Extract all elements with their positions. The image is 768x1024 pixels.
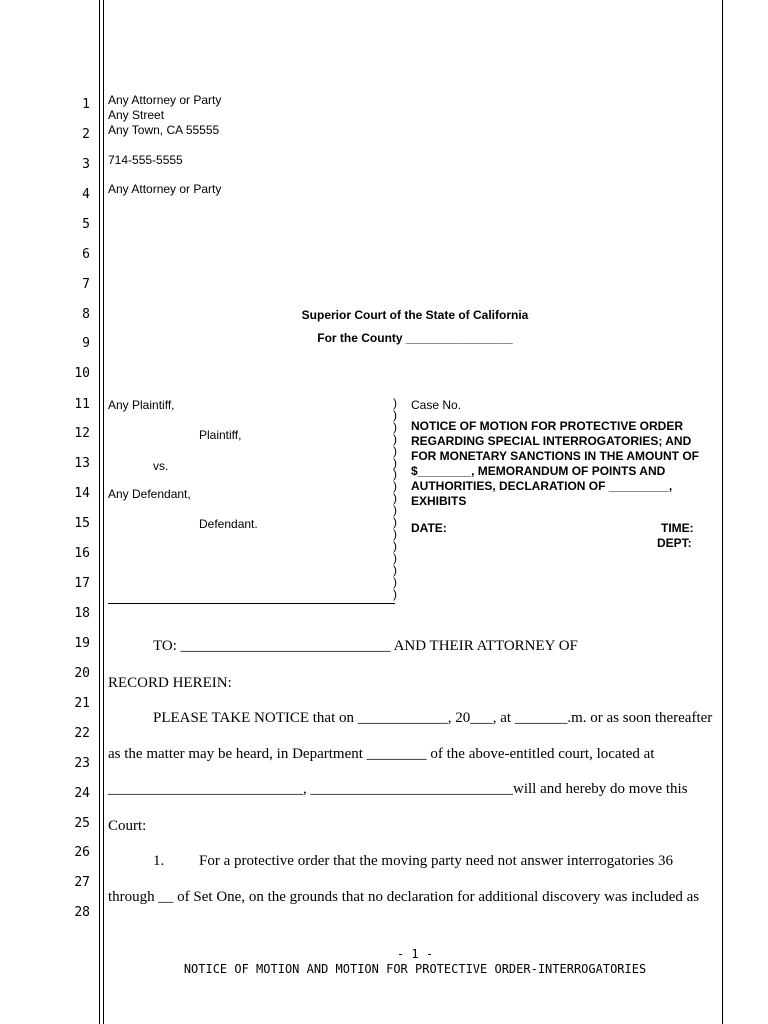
line-number: 13 bbox=[74, 456, 90, 471]
footer-title: NOTICE OF MOTION AND MOTION FOR PROTECTIVE ORDER-INTERROGATORIES bbox=[183, 962, 647, 976]
line-number: 9 bbox=[82, 336, 90, 351]
line-number: 6 bbox=[82, 247, 90, 262]
notice-line-1: PLEASE TAKE NOTICE that on ____________, 20___, at _______.m. or as soon thereafter bbox=[153, 710, 713, 726]
defendant-name: Any Defendant, bbox=[108, 487, 191, 501]
attorney-city: Any Town, CA 55555 bbox=[108, 123, 220, 137]
right-margin-rule bbox=[722, 0, 723, 1024]
defendant-role: Defendant. bbox=[199, 517, 258, 531]
court-county: For the County ________________ bbox=[317, 331, 513, 345]
plaintiff-role: Plaintiff, bbox=[199, 428, 242, 442]
line-number: 19 bbox=[74, 636, 90, 651]
line-number: 12 bbox=[74, 426, 90, 441]
item-number: 1. bbox=[153, 853, 165, 869]
left-margin-rule-outer bbox=[99, 0, 100, 1024]
hearing-time-label: TIME: bbox=[661, 521, 694, 535]
line-number: 11 bbox=[74, 397, 90, 412]
court-name: Superior Court of the State of California bbox=[301, 308, 529, 322]
line-number: 20 bbox=[74, 666, 90, 681]
line-number: 5 bbox=[82, 217, 90, 232]
line-number: 28 bbox=[74, 905, 90, 920]
line-number: 17 bbox=[74, 576, 90, 591]
line-number: 14 bbox=[74, 486, 90, 501]
caption-parentheses: ) ) ) ) ) ) ) ) ) ) ) ) ) ) ) ) ) bbox=[393, 396, 397, 601]
hearing-dept-label: DEPT: bbox=[657, 536, 692, 550]
line-number: 7 bbox=[82, 277, 90, 292]
left-margin-rule-inner bbox=[103, 0, 104, 1024]
line-number: 23 bbox=[74, 756, 90, 771]
attorney-phone: 714-555-5555 bbox=[108, 153, 183, 167]
plaintiff-name: Any Plaintiff, bbox=[108, 398, 175, 412]
line-number: 18 bbox=[74, 606, 90, 621]
document-title: NOTICE OF MOTION FOR PROTECTIVE ORDER REGARDING SPECIAL INTERROGATORIES; AND FOR MONETARY SANCTIONS IN THE AMOUNT OF $________, MEMORANDUM OF POINTS AND AUTHORITIES, DECLARATION OF _________, EXHIBITS bbox=[411, 419, 699, 508]
line-number: 3 bbox=[82, 157, 90, 172]
line-number: 24 bbox=[74, 786, 90, 801]
line-number: 22 bbox=[74, 726, 90, 741]
attorney-street: Any Street bbox=[108, 108, 165, 122]
line-number: 25 bbox=[74, 816, 90, 831]
page-number: - 1 - bbox=[396, 947, 434, 961]
line-number: 2 bbox=[82, 127, 90, 142]
to-line: TO: ____________________________ AND THEIR ATTORNEY OF bbox=[153, 638, 578, 654]
line-number: 8 bbox=[82, 307, 90, 322]
line-number: 10 bbox=[74, 366, 90, 381]
hearing-date-label: DATE: bbox=[411, 521, 447, 535]
line-number: 16 bbox=[74, 546, 90, 561]
line-number: 15 bbox=[74, 516, 90, 531]
versus-label: vs. bbox=[153, 459, 169, 473]
record-line: RECORD HEREIN: bbox=[108, 675, 232, 691]
line-number: 1 bbox=[82, 97, 90, 112]
attorney-name: Any Attorney or Party bbox=[108, 93, 222, 107]
line-number: 26 bbox=[74, 845, 90, 860]
caption-bottom-rule bbox=[108, 603, 395, 604]
item-1-line-1: For a protective order that the moving party need not answer interrogatories 36 bbox=[199, 853, 674, 869]
notice-line-2: as the matter may be heard, in Department ________ of the above-entitled court, located at bbox=[108, 746, 655, 762]
item-1-line-2: through __ of Set One, on the grounds that no declaration for additional discovery was included as bbox=[108, 889, 700, 905]
line-number: 4 bbox=[82, 187, 90, 202]
line-number: 21 bbox=[74, 696, 90, 711]
notice-line-3: __________________________, ___________________________will and hereby do move this bbox=[108, 781, 688, 797]
court-line: Court: bbox=[108, 818, 147, 834]
line-number: 27 bbox=[74, 875, 90, 890]
attorney-for-party: Any Attorney or Party bbox=[108, 182, 222, 196]
case-number-label: Case No. bbox=[411, 398, 462, 412]
